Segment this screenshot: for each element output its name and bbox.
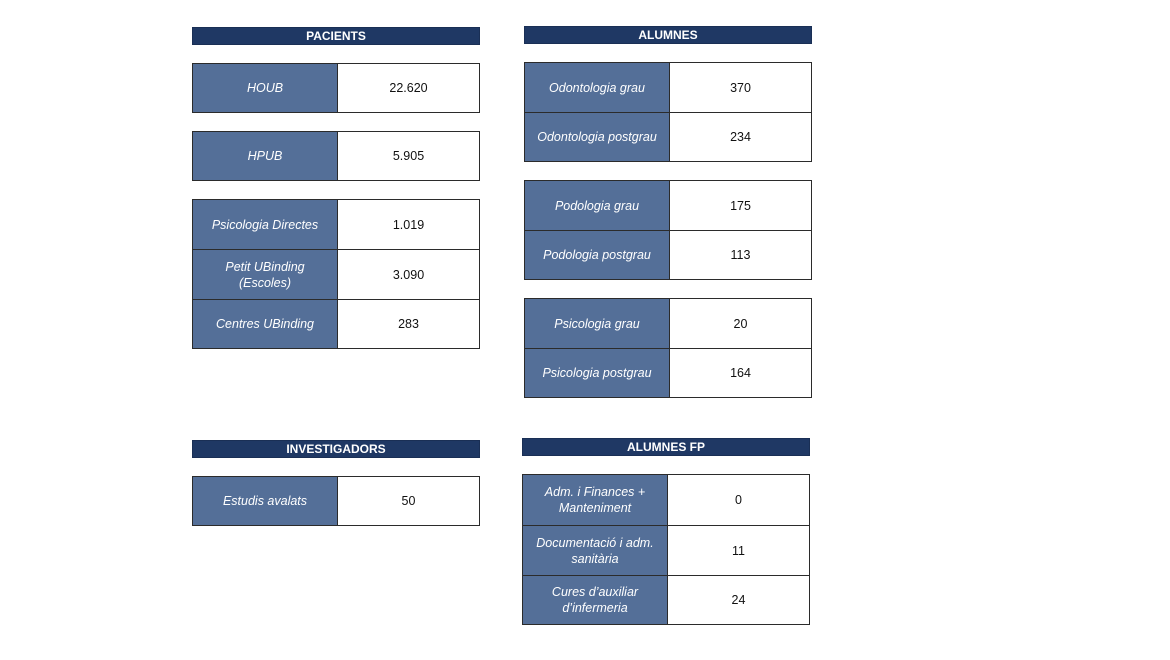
row-label [193,250,338,299]
label-line: Cures d’auxiliar [551,585,639,599]
investigadors-table [192,476,480,526]
row-value: 1.019 [338,200,479,249]
label-line: sanitària [571,551,619,566]
label-line: Adm. i Finances + [544,485,646,499]
row-label: HPUB [193,132,338,180]
row-label: Odontologia postgrau [525,113,670,161]
row-label: Estudis avalats [193,477,338,525]
table-row [523,475,809,525]
row-value: 234 [670,113,811,161]
table-row [523,525,809,575]
row-label: Centres UBinding [193,300,338,348]
row-label: Psicologia postgrau [525,349,670,397]
row-label: HOUB [193,64,338,112]
row-value: 11 [668,526,809,575]
row-value: 370 [670,63,811,112]
investigadors-header [192,440,480,458]
alumnes-fp-table [522,474,810,625]
alumnes-title: ALUMNES [638,28,698,42]
row-label: Psicologia Directes [193,200,338,249]
label-line: Petit UBinding [225,259,305,274]
alumnes-table-podologia [524,180,812,280]
table-row [525,348,811,397]
table-row [193,249,479,299]
row-value: 5.905 [338,132,479,180]
row-label [523,576,668,624]
row-value: 22.620 [338,64,479,112]
pacients-table-psicologia [192,199,480,349]
pacients-title: PACIENTS [306,29,366,43]
label-line: Documentació i adm. [536,535,654,550]
row-value: 164 [670,349,811,397]
label-line: Manteniment [558,501,632,515]
pacients-table-hpub [192,131,480,181]
table-row [525,112,811,161]
alumnes-header [524,26,812,44]
pacients-header [192,27,480,45]
label-line: (Escoles) [238,275,292,290]
row-value: 50 [338,477,479,525]
table-row [193,299,479,348]
table-row [525,230,811,279]
label-line: d’infermeria [562,601,628,615]
alumnes-fp-title: ALUMNES FP [627,440,705,454]
table-row [193,200,479,249]
alumnes-fp-header [522,438,810,456]
table-row [193,132,479,180]
row-value: 3.090 [338,250,479,299]
row-label: Odontologia grau [525,63,670,112]
table-row [523,575,809,624]
row-value: 24 [668,576,809,624]
table-row [193,477,479,525]
alumnes-table-odontologia [524,62,812,162]
investigadors-title: INVESTIGADORS [286,442,386,456]
row-label [523,526,668,575]
row-value: 283 [338,300,479,348]
table-row [525,181,811,230]
row-value: 175 [670,181,811,230]
row-label: Podologia postgrau [525,231,670,279]
table-row [193,64,479,112]
row-label: Podologia grau [525,181,670,230]
pacients-table-houb [192,63,480,113]
row-value: 20 [670,299,811,348]
table-row [525,299,811,348]
alumnes-table-psicologia [524,298,812,398]
row-value: 0 [668,475,809,525]
row-label: Psicologia grau [525,299,670,348]
row-value: 113 [670,231,811,279]
row-label [523,475,668,525]
table-row [525,63,811,112]
